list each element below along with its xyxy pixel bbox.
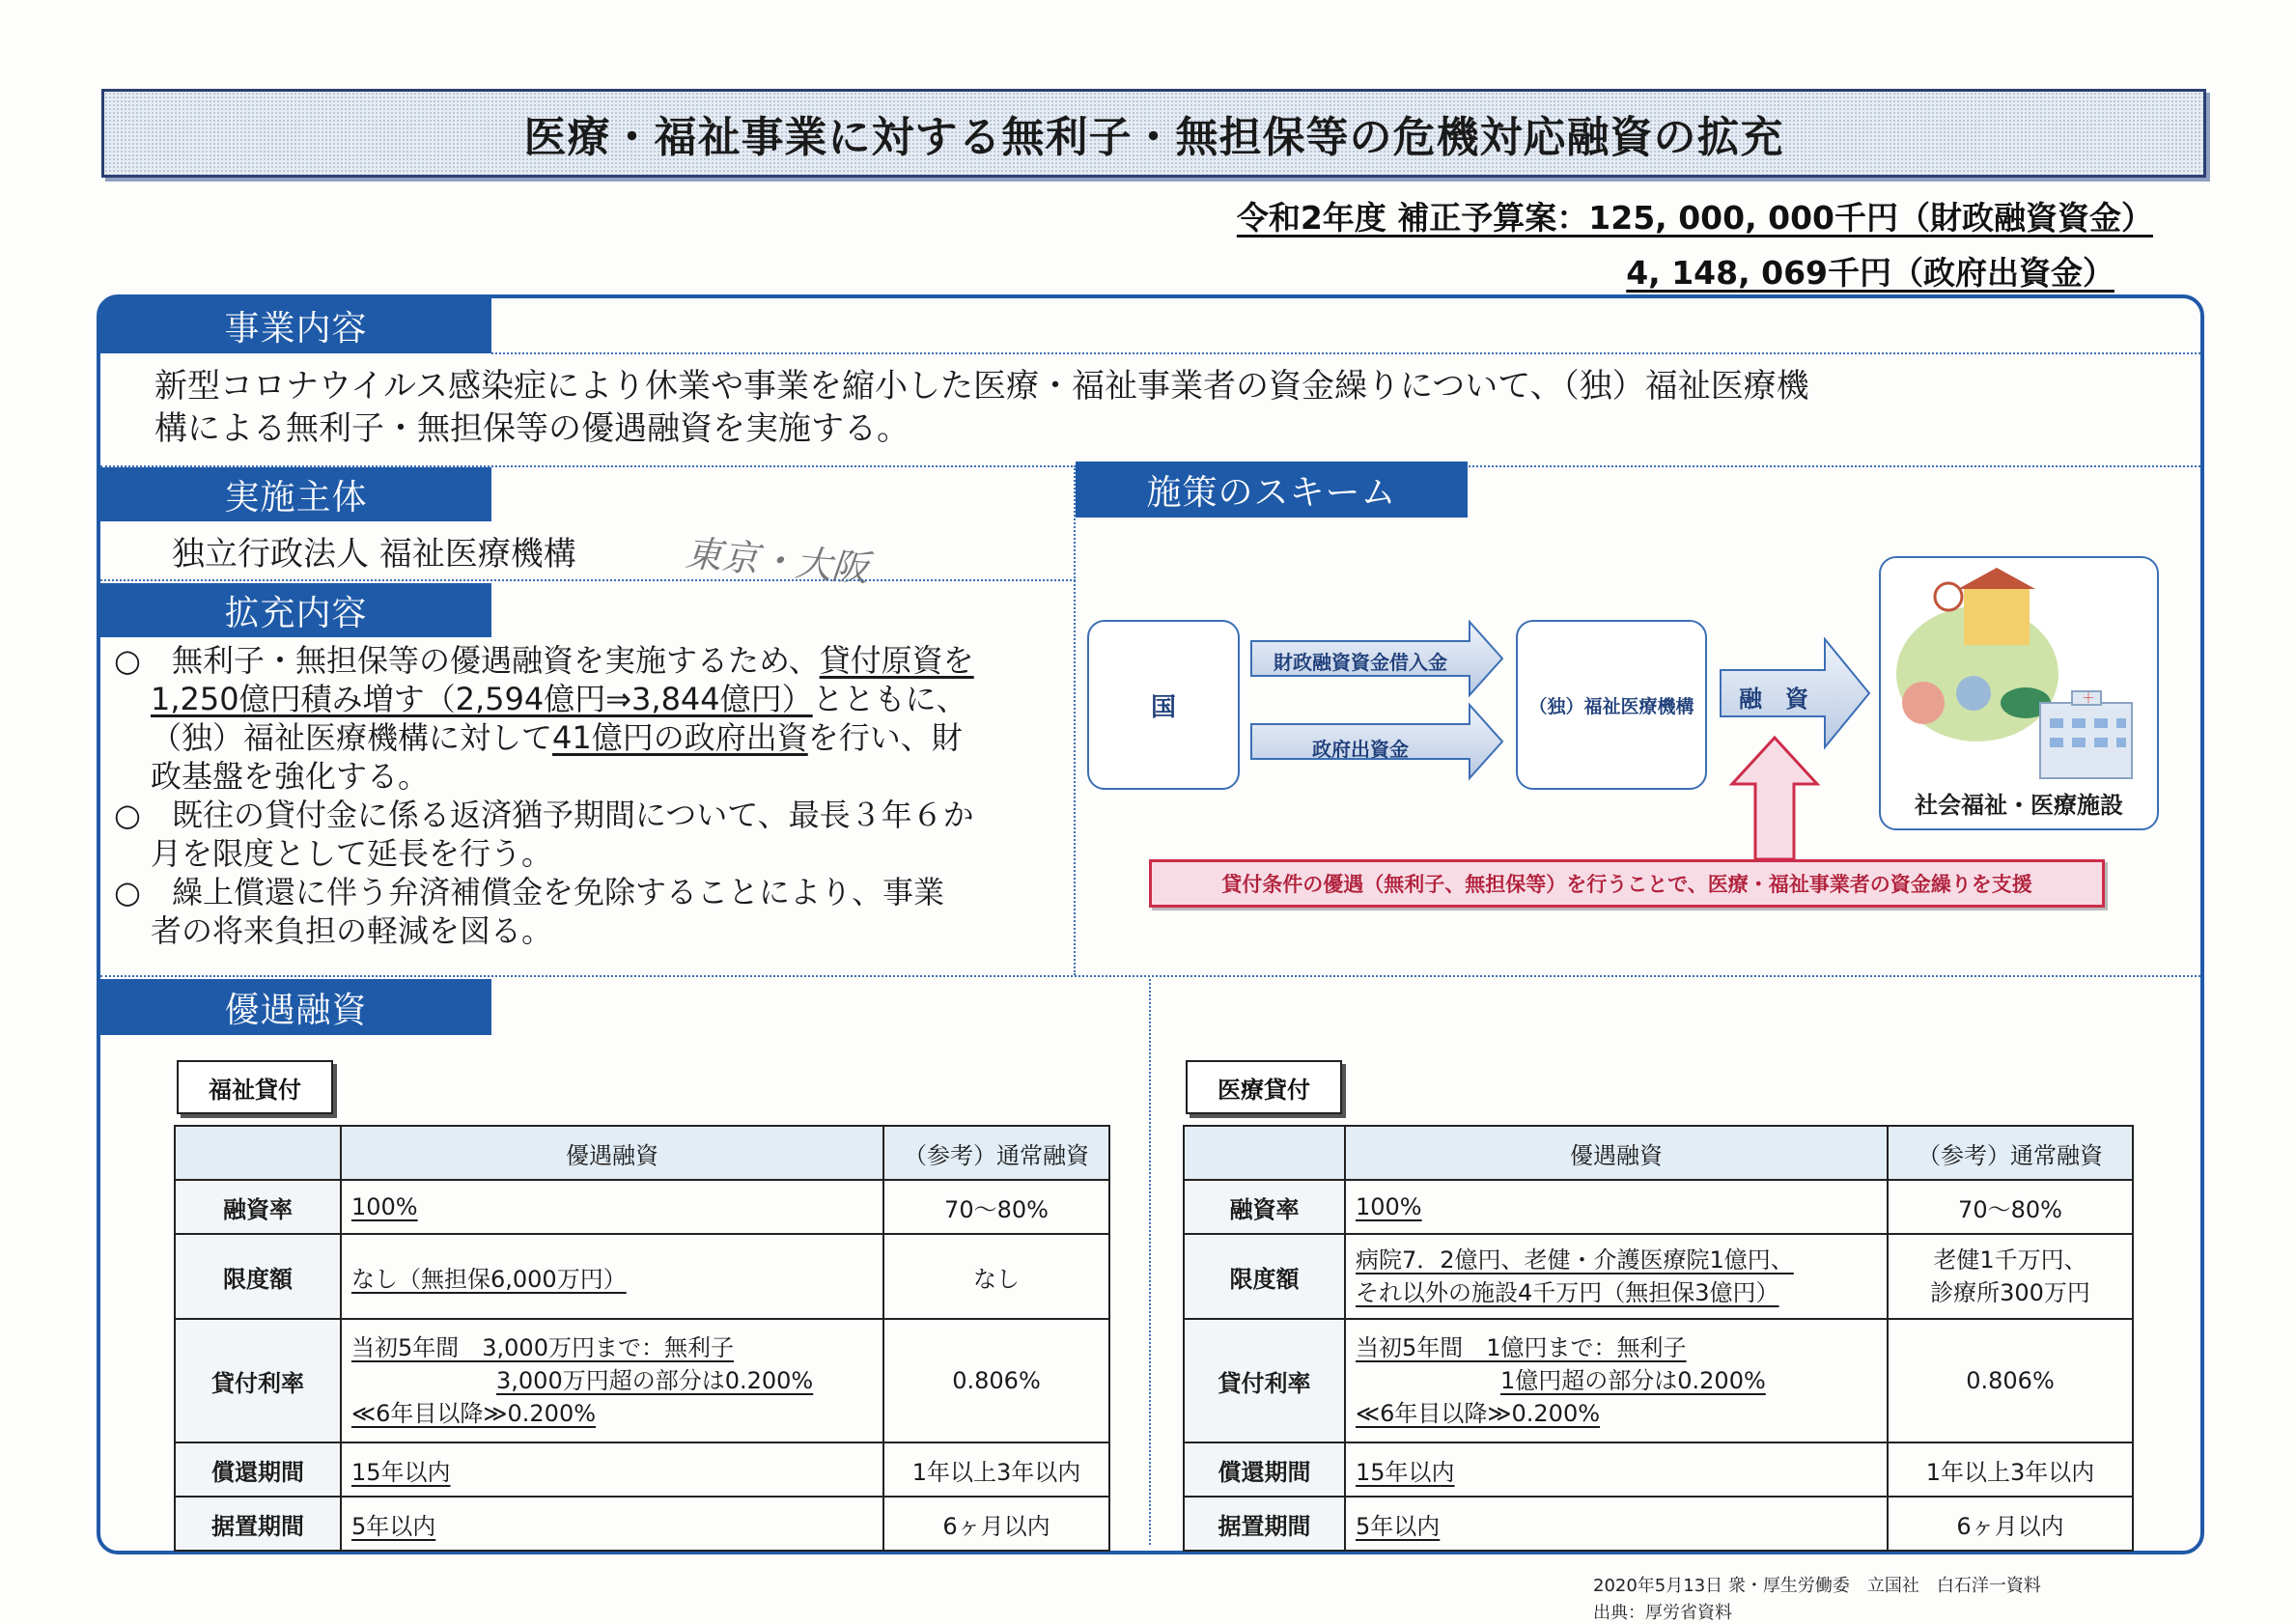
- table-row: 償還期間 15年以内 1年以上3年以内: [175, 1442, 1109, 1497]
- footer-source-line-1: 2020年5月13日 衆・厚生労働委 立国社 白石洋一資料: [1593, 1576, 2041, 1596]
- arrow-label-loan-funds: 財政融資資金借入金: [1274, 651, 1447, 674]
- table-row: 融資率 100% 70〜80%: [1184, 1180, 2133, 1234]
- overview-line-2: 構による無利子・無担保等の優遇融資を実施する。: [154, 409, 910, 448]
- medical-loan-tag: 医療貸付: [1186, 1060, 1342, 1114]
- section-header-implementer: 実施主体: [100, 467, 491, 521]
- expansion-item-1: ○ 無利子・無担保等の優遇融資を実施するため、貸付原資を 1,250億円積み増す（2,594億円⇒3,844億円）とともに、 （独）福祉医療機構に対して41億円の政府出資を行い、財 政基盤を強化する。: [114, 642, 974, 795]
- page-title: 医療・福祉事業に対する無利子・無担保等の危機対応融資の拡充: [523, 113, 1784, 162]
- facility-label: 社会福祉・医療施設: [1915, 792, 2123, 819]
- table-row: 限度額 なし（無担保6,000万円） なし: [175, 1234, 1109, 1319]
- house-roof-icon: [1958, 568, 2035, 589]
- table-row: 据置期間 5年以内 6ヶ月以内: [1184, 1497, 2133, 1551]
- medical-loan-table: [1183, 1125, 2134, 1552]
- agency-box: （独）福祉医療機構: [1516, 620, 1707, 790]
- support-arrow: [1726, 736, 1823, 861]
- section-header-overview: 事業内容: [100, 297, 491, 353]
- table-row: 限度額 病院7．2億円、老健・介護医療院1億円、 それ以外の施設4千万円（無担保3億円） 老健1千万円、 診療所300万円: [1184, 1234, 2133, 1319]
- house-icon: [1964, 589, 2030, 645]
- person-icon: [1956, 676, 1991, 711]
- person-icon: [1902, 682, 1945, 724]
- handwritten-note: 東京・大阪: [684, 531, 871, 591]
- section-header-expansion: 拡充内容: [100, 583, 491, 637]
- arrow-label-gov-investment: 政府出資金: [1312, 738, 1409, 761]
- clock-icon: [1935, 583, 1962, 610]
- facility-box: [1879, 556, 2159, 830]
- divider: [491, 352, 2200, 354]
- overview-line-1: 新型コロナウイルス感染症により休業や事業を縮小した医療・福祉事業者の資金繰りについて、（独）福祉医療機: [154, 367, 1809, 406]
- table-row: 貸付利率 当初5年間 3,000万円まで：無利子 3,000万円超の部分は0.200% ≪6年目以降≫0.200% 0.806%: [175, 1319, 1109, 1442]
- expansion-item-3: ○ 繰上償還に伴う弁済補償金を免除することにより、事業 者の将来負担の軽減を図る。: [114, 874, 944, 949]
- table-row: 据置期間 5年以内 6ヶ月以内: [175, 1497, 1109, 1551]
- welfare-loan-tag: 福祉貸付: [177, 1060, 333, 1114]
- support-arrow-shape: [1732, 738, 1817, 859]
- table-header-row: 優遇融資 （参考）通常融資: [175, 1126, 1109, 1180]
- table-row: 償還期間 15年以内 1年以上3年以内: [1184, 1442, 2133, 1497]
- divider: [100, 975, 2200, 977]
- table-header-row: 優遇融資 （参考）通常融資: [1184, 1126, 2133, 1180]
- divider: [1149, 979, 1151, 1545]
- divider: [100, 579, 1076, 581]
- footer-source-line-2: 出典：厚労省資料: [1593, 1603, 1732, 1623]
- loan-arrow-label: 融 資: [1739, 686, 1808, 713]
- expansion-item-2: ○ 既往の貸付金に係る返済猶予期間について、最長３年６か 月を限度として延長を行う。: [114, 797, 974, 872]
- table-row: 融資率 100% 70〜80%: [175, 1180, 1109, 1234]
- budget-line-2: 4, 148, 069千円（政府出資金）: [1626, 254, 2114, 292]
- divider: [1074, 465, 1076, 975]
- table-row: 貸付利率 当初5年間 1億円まで：無利子 1億円超の部分は0.200% ≪6年目以降≫0.200% 0.806%: [1184, 1319, 2133, 1442]
- welfare-loan-table: [174, 1125, 1110, 1552]
- implementer-text: 独立行政法人 福祉医療機構: [172, 535, 576, 574]
- title-banner: [101, 89, 2206, 178]
- budget-line-1: 令和2年度 補正予算案：125, 000, 000千円（財政融資資金）: [1236, 199, 2153, 237]
- overview-text: [154, 365, 2182, 450]
- section-header-preferential: 優遇融資: [100, 979, 491, 1035]
- section-header-scheme: 施策のスキーム: [1076, 462, 1468, 518]
- facility-illustration: [1881, 558, 2157, 780]
- svg-text:＋: ＋: [2082, 691, 2095, 707]
- expansion-list: [114, 641, 1079, 950]
- funding-arrows: [1249, 620, 1506, 794]
- country-box: 国: [1087, 620, 1240, 790]
- support-banner: 貸付条件の優遇（無利子、無担保等）を行うことで、医療・福祉事業者の資金繰りを支援: [1149, 859, 2105, 908]
